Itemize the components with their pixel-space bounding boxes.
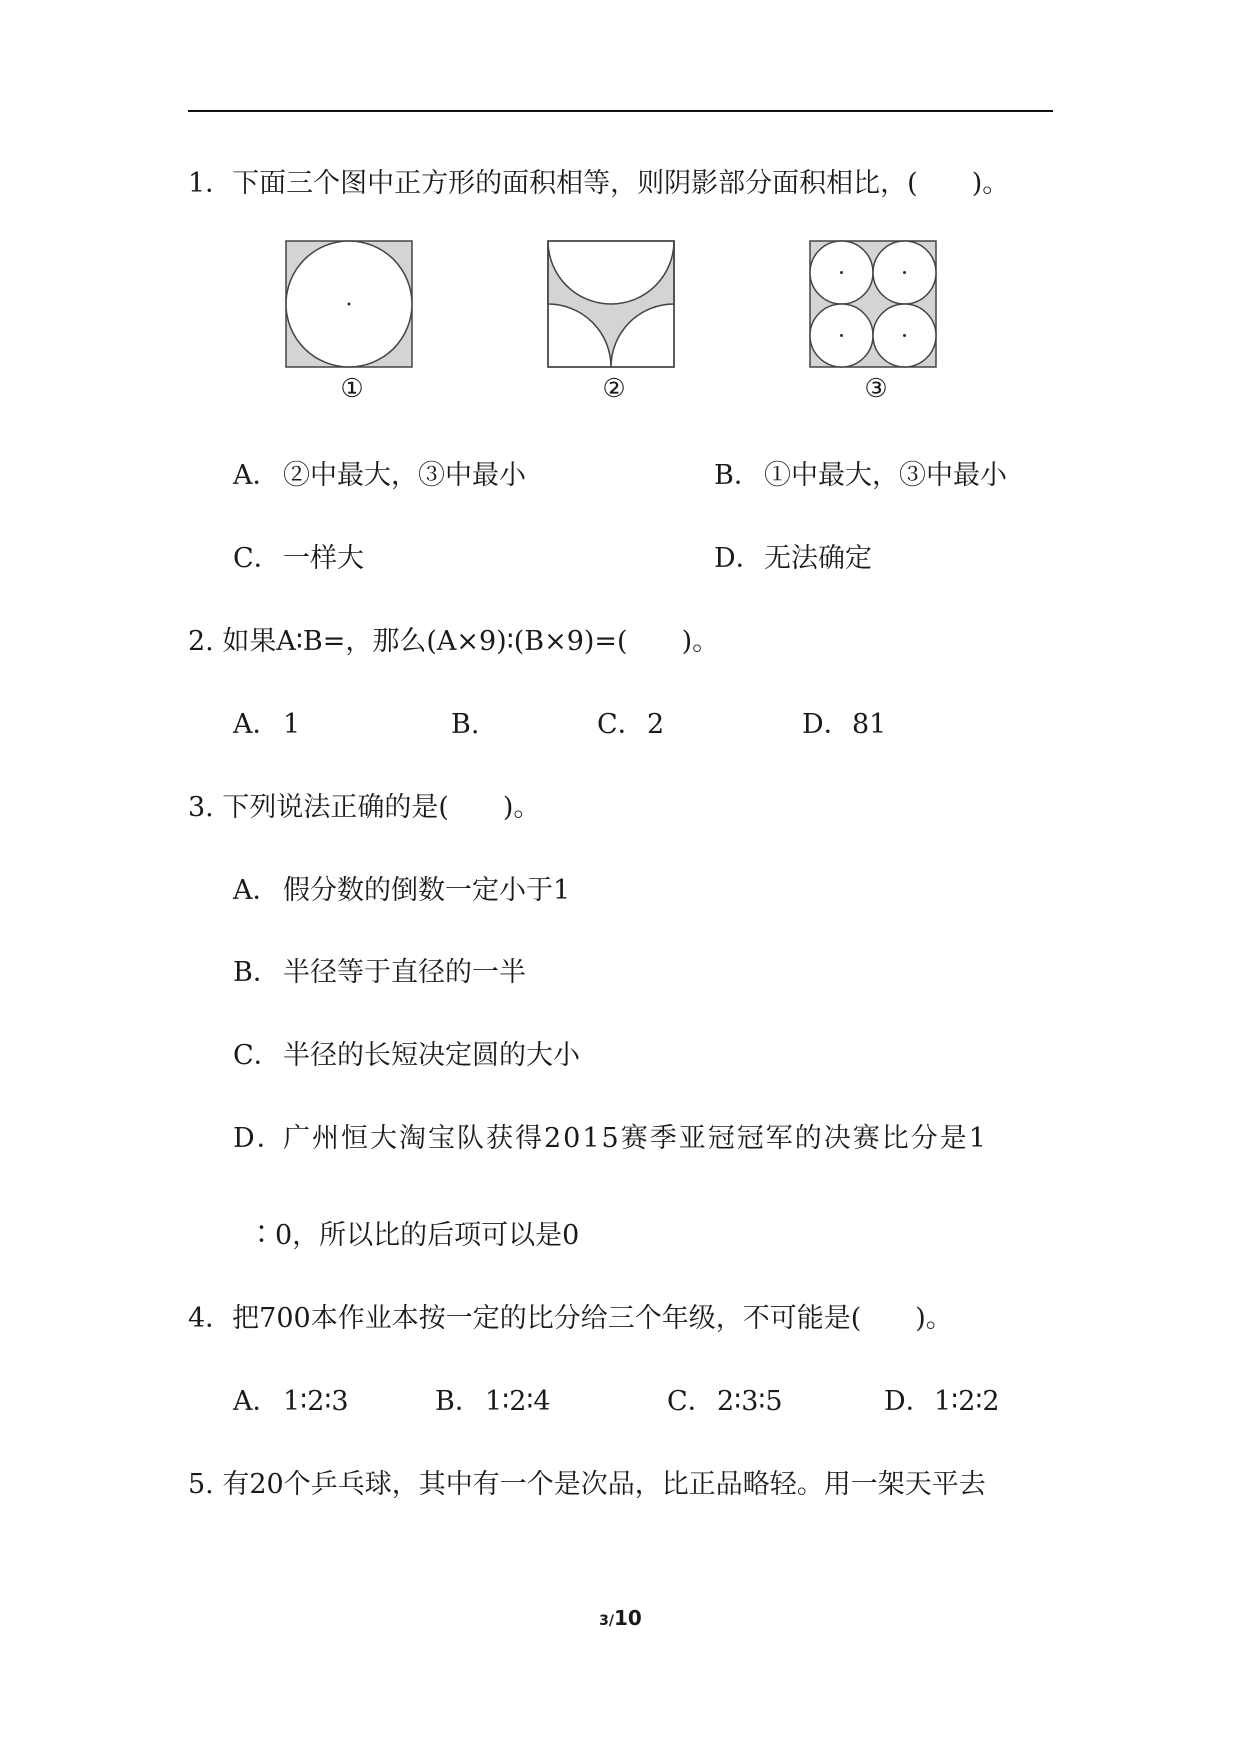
header-rule — [188, 110, 1053, 112]
q4-option-d[interactable] — [884, 1384, 1000, 1420]
q3-option-b[interactable] — [233, 955, 526, 991]
q3-option-d[interactable] — [233, 1121, 988, 1157]
figure-3 — [809, 240, 943, 404]
option-text: 1∶2∶4 — [485, 1386, 551, 1417]
question-3-text: 3. 下列说法正确的是( )。 — [188, 792, 541, 823]
option-text: 一样大 — [283, 543, 364, 574]
option-text: 广州恒大淘宝队获得2015赛季亚冠冠军的决赛比分是1 — [283, 1123, 988, 1154]
option-text: 2∶3∶5 — [717, 1386, 783, 1417]
q1-option-b[interactable] — [714, 458, 1007, 494]
figure-2-drawing — [547, 240, 677, 368]
option-label: A． — [233, 875, 280, 906]
option-label: C． — [233, 543, 281, 574]
figure-1-drawing — [285, 240, 415, 368]
q2-option-b[interactable] — [451, 707, 501, 743]
q2-option-c[interactable] — [597, 707, 664, 743]
q3-option-c[interactable] — [233, 1038, 580, 1074]
figure-1 — [285, 240, 419, 404]
q3-option-d-continuation: ∶0，所以比的后项可以是0 — [248, 1220, 580, 1251]
question-1-figures — [285, 240, 985, 420]
question-2-text: 2. 如果A∶B=，那么(A×9)∶(B×9)=( )。 — [188, 626, 720, 657]
option-text: 1 — [283, 709, 301, 740]
option-text: 无法确定 — [764, 543, 872, 574]
option-text: 81 — [852, 709, 887, 740]
option-text: 假分数的倒数一定小于1 — [283, 875, 571, 906]
figure-3-label: ③ — [864, 374, 888, 404]
q4-option-b[interactable] — [435, 1384, 551, 1420]
option-label: D． — [233, 1123, 286, 1154]
option-label: D． — [884, 1386, 933, 1417]
figure-2-label: ② — [602, 374, 626, 404]
q2-option-d[interactable] — [802, 707, 886, 743]
figure-2 — [547, 240, 681, 404]
option-text: 半径等于直径的一半 — [283, 957, 526, 988]
q4-option-a[interactable] — [233, 1384, 349, 1420]
option-label: D． — [714, 543, 763, 574]
figure-1-label: ① — [340, 374, 364, 404]
option-text: 2 — [647, 709, 665, 740]
question-5-text: 5. 有20个乒乓球，其中有一个是次品，比正品略轻。用一架天平去 — [188, 1469, 986, 1500]
option-text: 1∶2∶2 — [934, 1386, 1000, 1417]
option-label: C． — [597, 709, 645, 740]
option-label: A． — [233, 460, 280, 491]
option-label: B． — [435, 1386, 482, 1417]
q1-option-d[interactable] — [714, 541, 872, 577]
option-text: ②中最大，③中最小 — [283, 460, 526, 491]
page-current: 3/ — [599, 1613, 614, 1629]
option-text: 半径的长短决定圆的大小 — [283, 1040, 580, 1071]
page-total: 10 — [614, 1606, 642, 1630]
q1-option-c[interactable] — [233, 541, 364, 577]
option-label: B． — [714, 460, 761, 491]
q3-option-a[interactable] — [233, 873, 570, 909]
option-text: ①中最大，③中最小 — [764, 460, 1007, 491]
page-number — [0, 1606, 1241, 1630]
figure-3-drawing — [809, 240, 939, 368]
question-1-text: 1．下面三个图中正方形的面积相等，则阴影部分面积相比，( )。 — [188, 168, 1010, 199]
q1-option-a[interactable] — [233, 458, 526, 494]
q4-option-c[interactable] — [667, 1384, 783, 1420]
option-label: C． — [667, 1386, 715, 1417]
question-4-text: 4．把700本作业本按一定的比分给三个年级，不可能是( )。 — [188, 1303, 953, 1334]
option-label: B． — [233, 957, 280, 988]
option-label: A． — [233, 709, 280, 740]
option-text: 1∶2∶3 — [283, 1386, 349, 1417]
q2-option-a[interactable] — [233, 707, 300, 743]
option-label: A． — [233, 1386, 280, 1417]
option-label: B. — [451, 709, 480, 740]
option-label: C． — [233, 1040, 281, 1071]
option-label: D． — [802, 709, 851, 740]
